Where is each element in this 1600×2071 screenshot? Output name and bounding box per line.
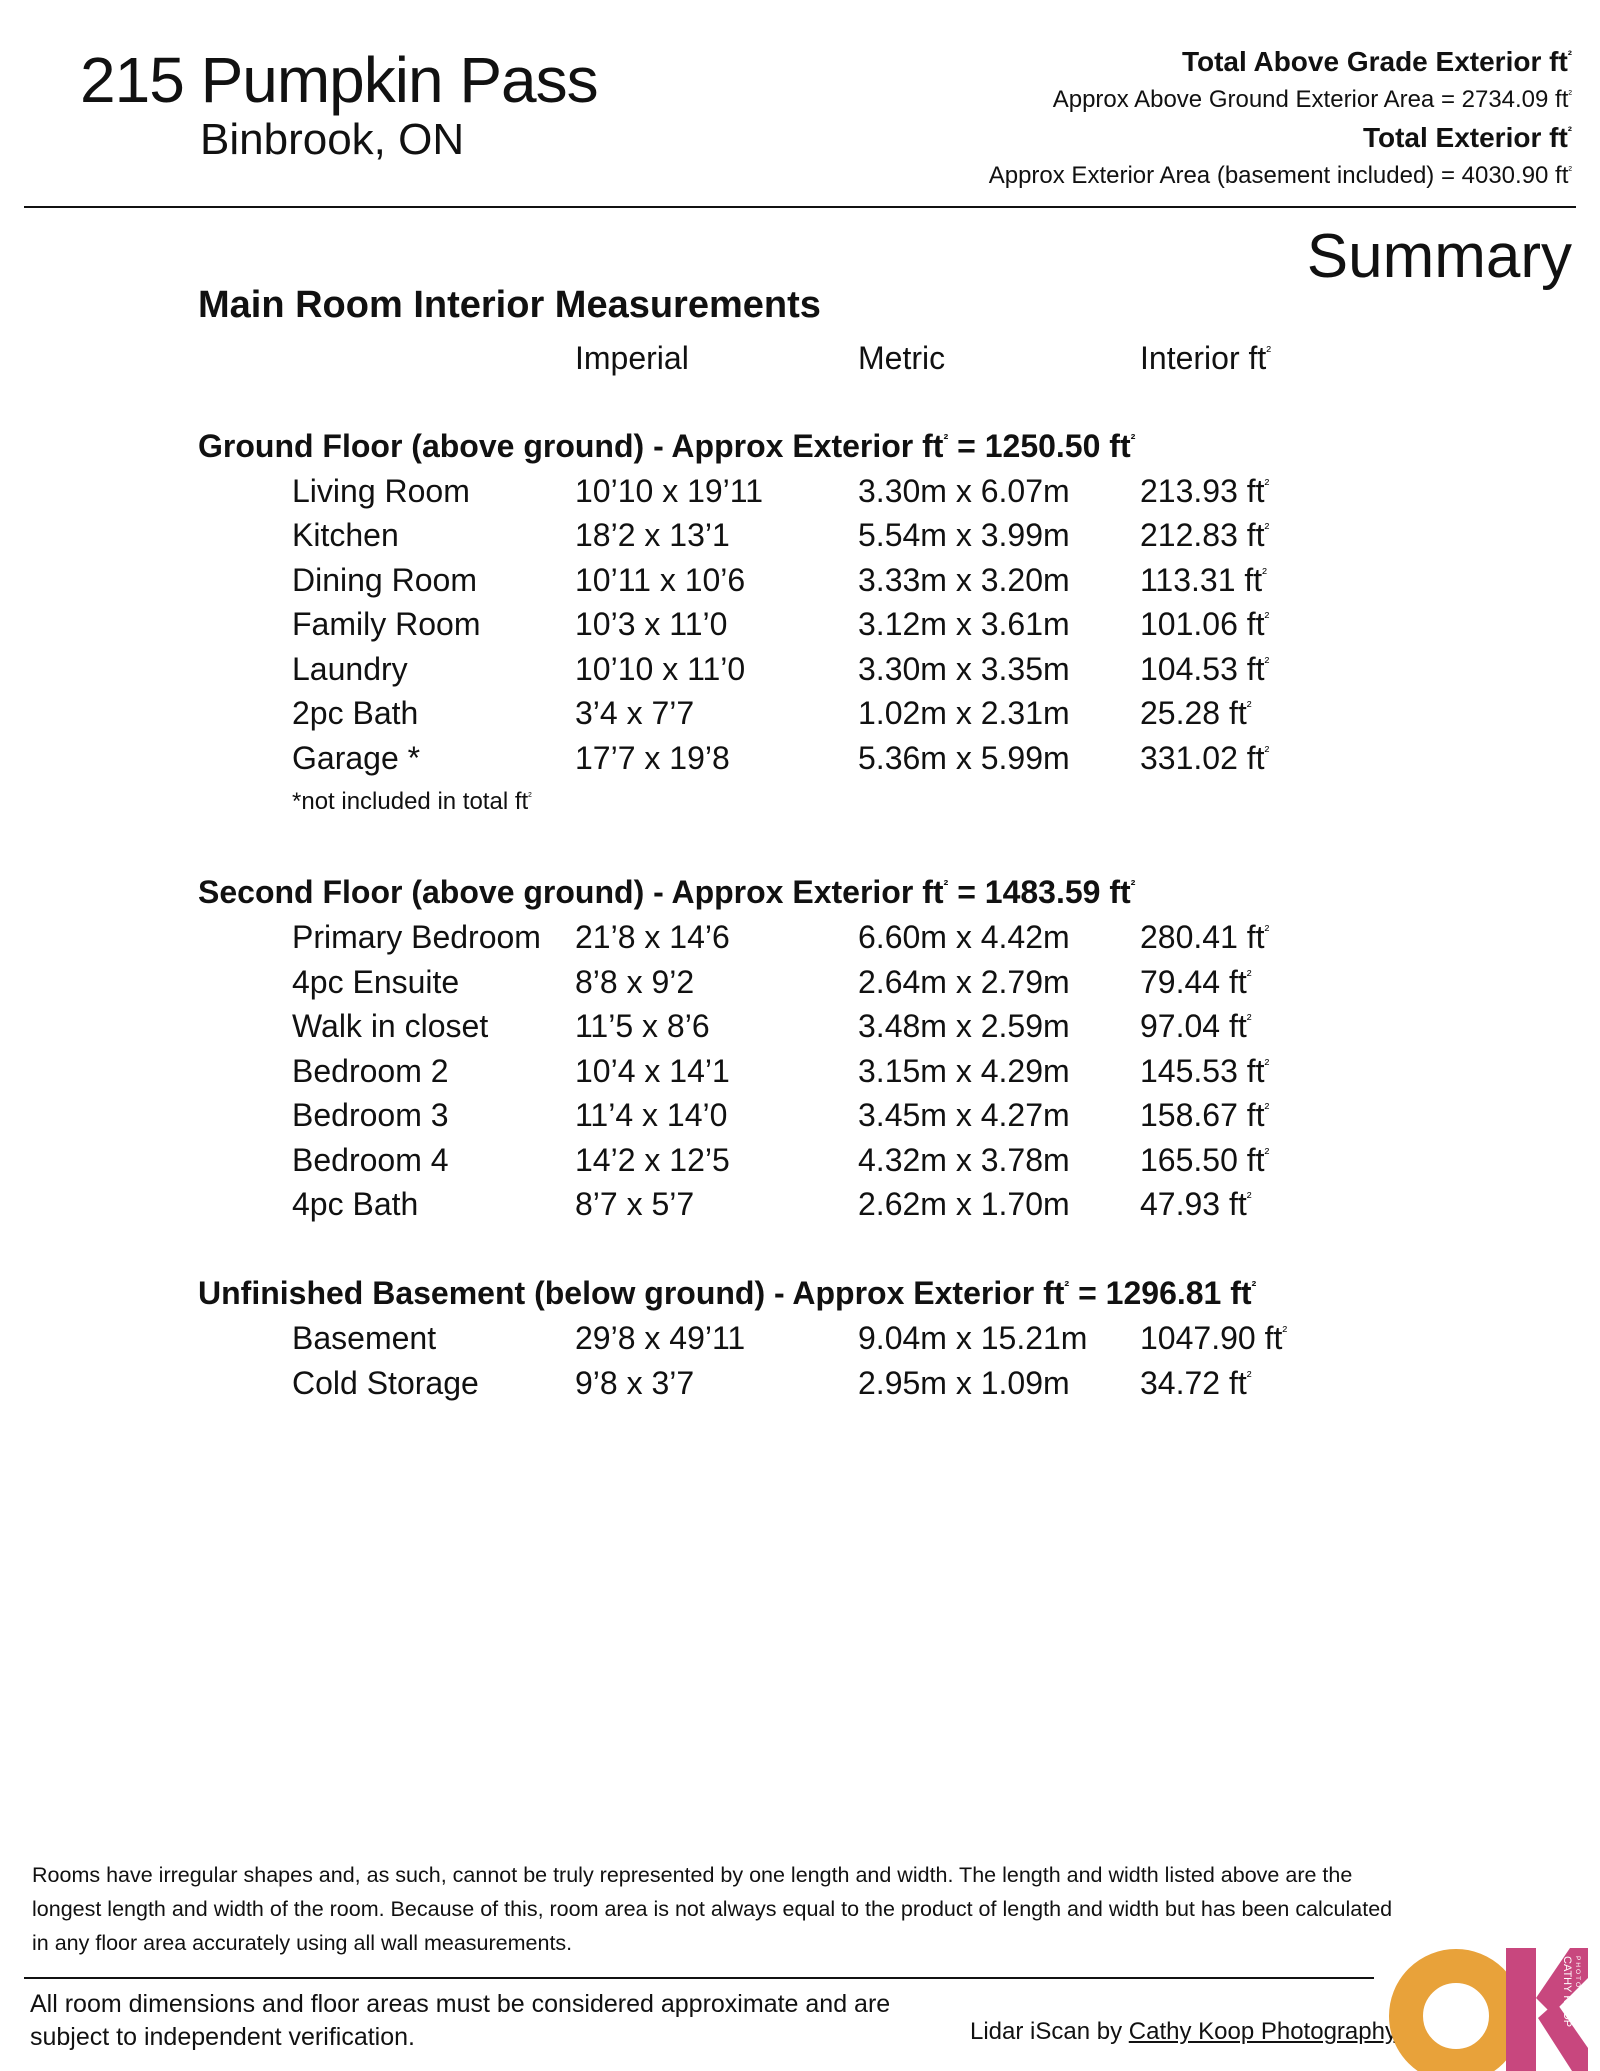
table-row (0, 608, 1600, 652)
room-imperial: 10’3 x 11’0 (575, 606, 728, 642)
room-area: 25.28 $ft^{^2}$ (1140, 695, 1252, 731)
room-area: 165.50 $ft^{^2}$ (1140, 1142, 1270, 1178)
room-area: 47.93 $ft^{^2}$ (1140, 1186, 1252, 1222)
room-name: Bedroom 3 (292, 1097, 449, 1133)
column-header-imperial: Imperial (575, 340, 689, 376)
room-area: 213.93 $ft^{^2}$ (1140, 473, 1270, 509)
table-row (0, 742, 1600, 786)
room-metric: 2.64m x 2.79m (858, 964, 1070, 1000)
table-row (0, 1055, 1600, 1099)
room-area: 97.04 $ft^{^2}$ (1140, 1008, 1252, 1044)
room-area: 104.53 $ft^{^2}$ (1140, 651, 1270, 687)
room-metric: 2.62m x 1.70m (858, 1186, 1070, 1222)
header-divider (24, 206, 1576, 208)
room-imperial: 3’4 x 7’7 (575, 695, 695, 731)
room-name: Family Room (292, 606, 481, 642)
room-imperial: 8’7 x 5’7 (575, 1186, 695, 1222)
room-metric: 1.02m x 2.31m (858, 695, 1070, 731)
disclaimer-text: Rooms have irregular shapes and, as such, cannot be truly represented by one length and width. The length and width listed above are the longest length and width of the room. Because of this, room area is not always equal to the product of length and width but has been calculated in any floor area accurately using all wall measurements. (32, 1863, 1393, 1955)
room-area: 280.41 $ft^{^2}$ (1140, 919, 1270, 955)
room-name: Basement (292, 1320, 437, 1356)
room-name: Bedroom 4 (292, 1142, 449, 1178)
room-imperial: 14’2 x 12’5 (575, 1142, 730, 1178)
room-imperial: 18’2 x 13’1 (575, 517, 730, 553)
above-ground-area: Approx Above Ground Exterior Area = 2734.09 $ft^{^2}$ (1052, 86, 1572, 113)
room-imperial: 8’8 x 9’2 (575, 964, 695, 1000)
table-row (0, 1367, 1600, 1411)
table-row (0, 921, 1600, 965)
table-row (0, 1188, 1600, 1232)
room-name: 4pc Bath (292, 1186, 419, 1222)
room-area: 113.31 $ft^{^2}$ (1140, 562, 1267, 598)
logo-letter-o (1406, 1966, 1506, 2066)
room-area: 101.06 $ft^{^2}$ (1140, 606, 1270, 642)
garage-footnote: *not included in total $ft^{^2}$ (292, 788, 532, 815)
room-metric: 9.04m x 15.21m (858, 1320, 1088, 1356)
room-name: Cold Storage (292, 1365, 479, 1401)
room-name: Primary Bedroom (292, 919, 541, 955)
table-row (0, 1010, 1600, 1054)
room-imperial: 9’8 x 3’7 (575, 1365, 695, 1401)
room-imperial: 17’7 x 19’8 (575, 740, 730, 776)
room-area: 1047.90 $ft^{^2}$ (1140, 1320, 1288, 1356)
table-row (0, 564, 1600, 608)
main-title: Main Room Interior Measurements (198, 284, 821, 326)
room-name: Walk in closet (292, 1008, 489, 1044)
credit-line (970, 2020, 1397, 2044)
room-metric: 2.95m x 1.09m (858, 1365, 1070, 1401)
footer-divider (24, 1977, 1374, 1979)
room-name: Bedroom 2 (292, 1053, 449, 1089)
room-name: Kitchen (292, 517, 399, 553)
summary-title: Summary (1306, 222, 1572, 291)
address-line-2: Binbrook, ON (200, 115, 465, 164)
room-name: Living Room (292, 473, 470, 509)
room-name: Laundry (292, 651, 408, 687)
total-exterior-heading: Total Exterior $ft^{^2}$ (1362, 122, 1572, 153)
table-row (0, 653, 1600, 697)
table-row (0, 1099, 1600, 1143)
table-row (0, 519, 1600, 563)
room-imperial: 21’8 x 14’6 (575, 919, 730, 955)
room-area: 331.02 $ft^{^2}$ (1140, 740, 1270, 776)
room-metric: 3.30m x 3.35m (858, 651, 1070, 687)
cathy-koop-logo (1388, 1938, 1588, 2071)
room-metric: 3.33m x 3.20m (858, 562, 1070, 598)
room-area: 212.83 $ft^{^2}$ (1140, 517, 1270, 553)
room-metric: 3.12m x 3.61m (858, 606, 1070, 642)
room-metric: 3.30m x 6.07m (858, 473, 1070, 509)
table-row (0, 966, 1600, 1010)
room-metric: 5.54m x 3.99m (858, 517, 1070, 553)
room-imperial: 11’4 x 14’0 (575, 1097, 728, 1133)
total-above-grade-heading: Total Above Grade Exterior $ft^{^2}$ (1181, 46, 1572, 77)
photographer-link[interactable]: Cathy Koop Photography (1128, 2018, 1397, 2045)
room-name: 2pc Bath (292, 695, 419, 731)
room-area: 145.53 $ft^{^2}$ (1140, 1053, 1270, 1089)
credit-prefix: Lidar iScan by (970, 2018, 1129, 2045)
room-metric: 3.48m x 2.59m (858, 1008, 1070, 1044)
table-row (0, 1144, 1600, 1188)
table-row (0, 475, 1600, 519)
logo-text-line-2: PHOTOGRAPHY (1574, 1956, 1581, 2029)
room-imperial: 10’10 x 11’0 (575, 651, 746, 687)
section-heading-ground-floor: Ground Floor (above ground) - Approx Exterior $ft^{^2} = 1250.50$ $ft^{^2}$ (198, 428, 1136, 464)
exterior-area: Approx Exterior Area (basement included) = 4030.90 $ft^{^2}$ (988, 162, 1572, 189)
verification-notice: All room dimensions and floor areas must be considered approximate and are subject to independent verification. (30, 1990, 891, 2051)
room-area: 158.67 $ft^{^2}$ (1140, 1097, 1270, 1133)
table-row (0, 1322, 1600, 1366)
room-metric: 3.45m x 4.27m (858, 1097, 1070, 1133)
room-area: 79.44 $ft^{^2}$ (1140, 964, 1252, 1000)
room-metric: 3.15m x 4.29m (858, 1053, 1070, 1089)
room-name: Garage * (292, 740, 421, 776)
room-imperial: 11’5 x 8’6 (575, 1008, 710, 1044)
column-header-interior: Interior $ft^{^2}$ (1140, 340, 1272, 376)
table-row (0, 697, 1600, 741)
room-metric: 5.36m x 5.99m (858, 740, 1070, 776)
address-line-1: 215 Pumpkin Pass (80, 44, 598, 116)
section-heading-basement: Unfinished Basement (below ground) - Approx Exterior $ft^{^2} = 1296.81$ $ft^{^2}$ (198, 1275, 1257, 1311)
room-metric: 4.32m x 3.78m (858, 1142, 1070, 1178)
room-name: Dining Room (292, 562, 477, 598)
logo-text-line-1: CATHY KOOP (1561, 1956, 1573, 2028)
room-metric: 6.60m x 4.42m (858, 919, 1070, 955)
section-heading-second-floor: Second Floor (above ground) - Approx Exterior $ft^{^2} = 1483.59$ $ft^{^2}$ (198, 874, 1136, 910)
room-area: 34.72 $ft^{^2}$ (1140, 1365, 1252, 1401)
room-imperial: 29’8 x 49’11 (575, 1320, 746, 1356)
column-header-metric: Metric (858, 340, 946, 376)
room-imperial: 10’4 x 14’1 (575, 1053, 730, 1089)
room-imperial: 10’11 x 10’6 (575, 562, 746, 598)
room-imperial: 10’10 x 19’11 (575, 473, 763, 509)
room-name: 4pc Ensuite (292, 964, 460, 1000)
